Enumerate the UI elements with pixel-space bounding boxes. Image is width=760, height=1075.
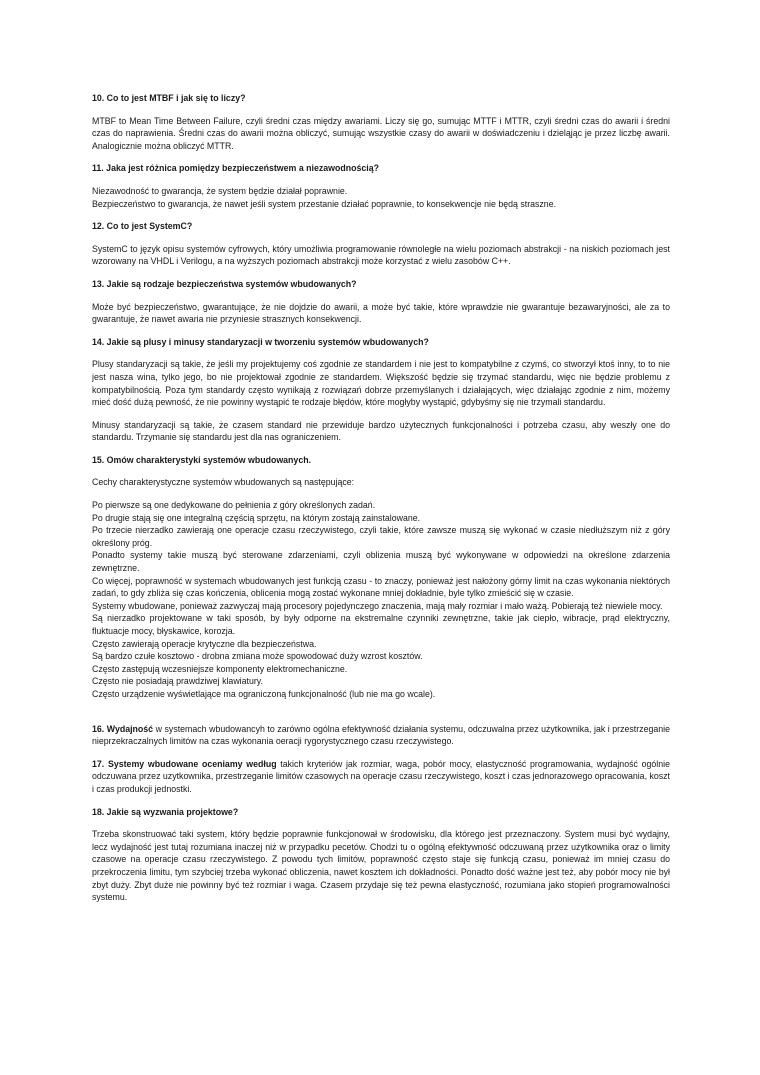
answer-15-line: Są bardzo czułe kosztowo - drobna zmiana może spowodować duży wzrost kosztów. [92,651,423,662]
answer-12-text: SystemC to język opisu systemów cyfrowych, który umożliwia programowanie równoległe na wielu poziomach abstrakcji - na niskich poziomach jest wzorowany na VHDL i Verilogu, a na wyższych poziomach abstrakcji może korzystać z wielu zasobów C++. [92,243,670,267]
answer-15-line: Są nierzadko projektowane w taki sposób, by były odporne na ekstremalne czynniki zewnętrzne, takie jak ciepło, wibracje, prąd elektryczny, fluktuacje mocy, błyskawice, korozja. [92,613,670,636]
answer-15-intro: Cechy charakterystyczne systemów wbudowanych są następujące: [92,477,355,488]
answer-15-line: Co więcej, poprawność w systemach wbudowanych jest funkcją czasu - to znaczy, ponieważ jest nałożony górny limit na czas wykonania niektórych zadań, to gdy zbliża się czas kończenia, oblicenia mogą zostać wykonane mniej dokładnie, byle tylko zmieścić się w czasie. [92,575,670,599]
spacer [92,711,670,723]
question-10-heading: 10. Co to jest MTBF i jak się to liczy? [92,93,246,103]
answer-15-line: Często zastępują wczesniejsze komponenty elektromechaniczne. [92,663,348,674]
answer-16-body: w systemach wbudowancyh to zarówno ogólna efektywność działania systemu, odczuwalna przez użytkownika, jak i przestrzeganie nieprzekraczalnych limitów na czas wykonania oeracji rygorystycznego czasu rzeczywistego. [92,723,670,747]
answer-11-block [92,185,670,210]
answer-15-line: Często zawierają operacje krytyczne dla bezpieczeństwa. [92,638,317,649]
answer-17-text [92,758,670,796]
answer-16-text [92,723,670,748]
answer-11-line: Bezpieczeństwo to gwarancja, że nawet jeśli system przestanie działać poprawnie, to konsekwencje nie będą straszne. [92,198,557,209]
answer-15-list [92,499,670,701]
answer-15-line: Często urządzenie wyświetlające ma ograniczoną funkcjonalność (lub nie ma go wcale). [92,688,436,699]
answer-14-pros: Plusy standaryzacji są takie, że jeśli my projektujemy coś zgodnie ze standardem i nie jest to kompatybilne z czymś, co stworzył ktoś inny, to to nie jest nasza wina, tylko jego, bo nie projektował zgodnie ze standardem. Większość będzie się trzymać standardu, więc nie będzie problemu z kompatybilnością. Poza tym standardy często wynikają z rozwiązań dobrze przemyślanych i działających, więc działając zgodnie z nim, możemy mieć dość dużą pewność, że nie powinny wystąpić te rodzaje błędów, które mogłyby wystąpić, gdybyśmy się nie trzymali standardu. [92,359,670,408]
answer-17-bold-term: Systemy wbudowane oceniamy według [107,758,277,769]
answer-15-line: Systemy wbudowane, ponieważ zazwyczaj mają procesory pojedynczego znaczenia, mają mały rozmiar i mało ważą. Pobierają też niewiele mocy. [92,600,663,611]
answer-11-line: Niezawodność to gwarancja, że system będzie działał poprawnie. [92,185,348,196]
answer-16-bold-term: Wydajność [106,723,154,734]
answer-17-number: 17. [92,758,105,769]
question-14-heading: 14. Jakie są plusy i minusy standaryzacji w tworzeniu systemów wbudowanych? [92,336,429,347]
answer-18-text: Trzeba skonstruować taki system, który będzie poprawnie funkcjonował w środowisku, dla którego jest przeznaczony. System musi być wydajny, lecz wydajność jest tutaj rozumiana inaczej niż w przypadku pecetów. Chodzi tu o ogólną efektywność odczuwaną przez użytkownika oraz o limity czasowe na operacje czasu rzeczywistego. Z powodu tych limitów, poprawność często staje się funkcją czasu, ponieważ im mniej czasu do przekroczenia limitu, tym szybciej trzeba wykonać obliczenia, nawet kosztem ich dokładności. Ponadto dość ważne jest też, aby pobór mocy nie był zbyt duży. Zbyt duże nie powinny być też rozmiar i waga. Czasem przydaje się też pewna elastyczność, rozumiana jako stopień programowalności systemu. [92,829,670,903]
answer-15-line: Po trzecie nierzadko zawierają one operacje czasu rzeczywistego, czyli takie, które zawsze muszą się wykonać w czasie niedłuższym niż z góry określony próg. [92,525,670,548]
answer-13-text: Może być bezpieczeństwo, gwarantujące, że nie dojdzie do awarii, a może być takie, które wprawdzie nie gwarantuje bezawaryjności, ale za to gwarantuje, że nawet awaria nie przyniesie strasznych konsekwencji. [92,301,670,325]
answer-14-cons: Minusy standaryzacji są takie, że czasem standard nie przewiduje bardzo użytecznych funkcjonalności i potrzeba czasu, aby weszły one do standardu. Trzymanie się standardu jest dla nas ograniczeniem. [92,419,670,443]
answer-15-line: Często nie posiadają prawdziwej klawiatury. [92,676,263,687]
answer-16-number: 16. [92,723,105,734]
question-12-heading: 12. Co to jest SystemC? [92,221,193,232]
answer-17-body: takich kryteriów jak rozmiar, waga, pobór mocy, elastyczność programowania, wydajność ogólnie odczuwana przez uzytkownika, przestrzeganie limitów czasowych na operacje czasu rzeczywistego, koszt i czas jednorazowego opracowania, koszt i czas produkcji jednostki. [92,758,670,794]
question-13-heading: 13. Jakie są rodzaje bezpieczeństwa systemów wbudowanych? [92,278,357,289]
answer-10-text: MTBF to Mean Time Between Failure, czyli średni czas między awariami. Liczy się go, sumując MTTF i MTTR, czyli średni czas do awarii i średni czas do naprawienia. Średni czas do awarii można obliczyć, sumując wszystkie czasy do awarii w doświadczeniu i dzieląjąc je przez liczbę awarii. Analogicznie można obliczyć MTTR. [92,115,670,151]
answer-15-line: Po drugie stają się one integralną częścią sprzętu, na którym zostają zainstalowane. [92,512,421,523]
answer-15-line: Po pierwsze są one dedykowane do pełnienia z góry określonych zadań. [92,500,376,511]
question-18-heading: 18. Jakie są wyzwania projektowe? [92,806,239,817]
question-15-heading: 15. Omów charakterystyki systemów wbudowanych. [92,454,312,465]
page-content [92,92,670,914]
answer-15-line: Ponadto systemy takie muszą być sterowane zdarzeniami, czyli oblizenia muszą być wykonywane w odpowiedzi na określone zdarzenia zewnętrzne. [92,550,670,574]
question-11-heading: 11. Jaka jest różnica pomiędzy bezpieczeństwem a niezawodnością? [92,163,379,174]
